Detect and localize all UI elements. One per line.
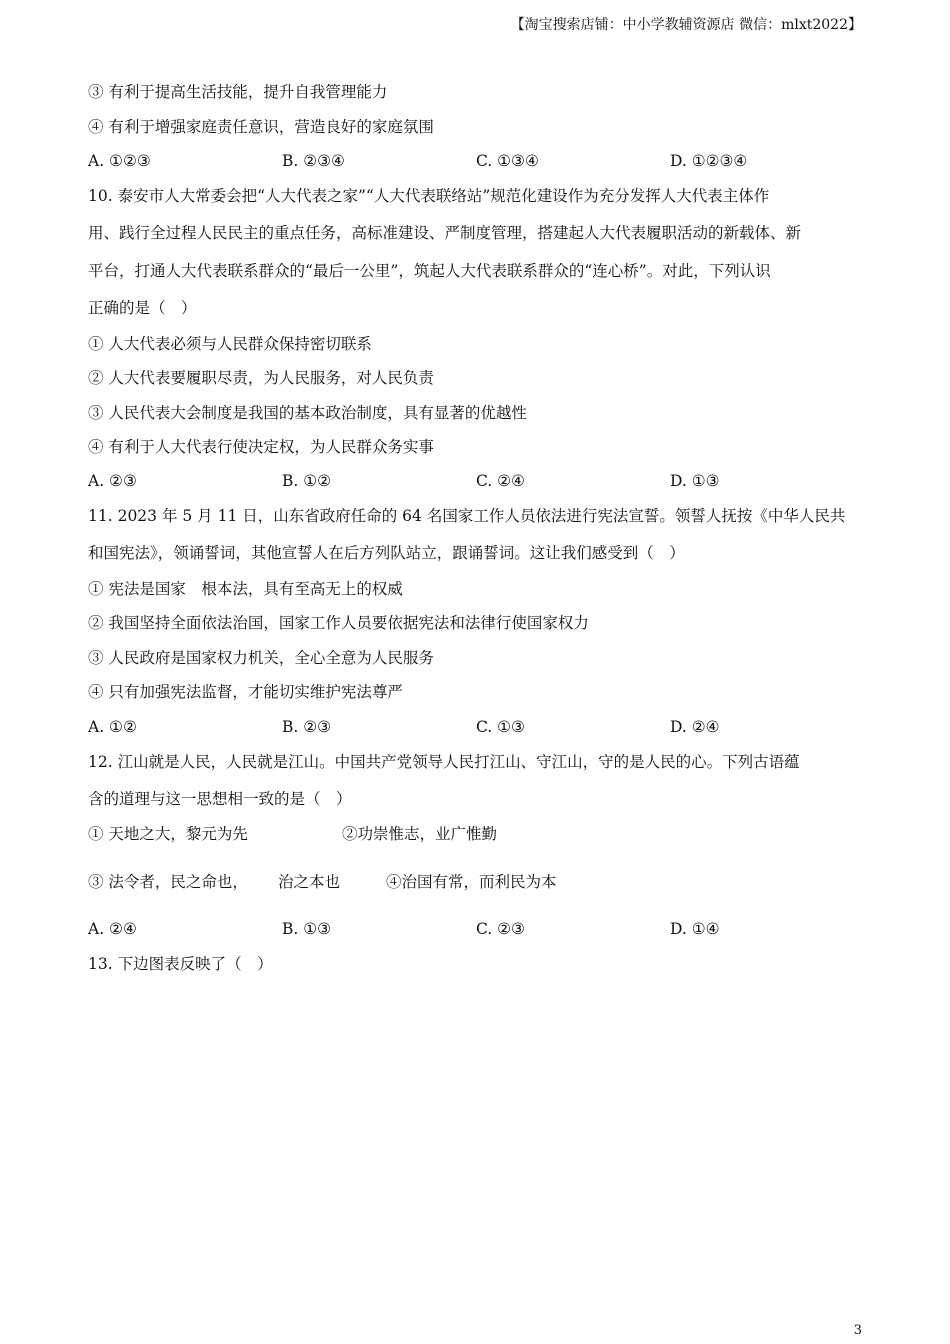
q12-option-c: C. ②③	[476, 920, 525, 938]
q9-option-c: C. ①③④	[476, 152, 539, 170]
q12-stem-line-2: 含的道理与这一思想相一致的是（ ）	[88, 790, 352, 808]
q11-item-4: ④ 只有加强宪法监督，才能切实维护宪法尊严	[88, 683, 403, 701]
q10-stem-line-3: 平台，打通人大代表联系群众的“最后一公里”，筑起人大代表联系群众的“连心桥”。对此，下列认识	[88, 262, 771, 280]
q12-item-1: ① 天地之大，黎元为先	[88, 825, 248, 843]
page-number: 3	[853, 1323, 862, 1338]
q10-item-4: ④ 有利于人大代表行使决定权，为人民群众务实事	[88, 438, 434, 456]
q12-item-4: ④治国有常，而利民为本	[386, 873, 557, 891]
q9-option-b: B. ②③④	[282, 152, 345, 170]
q11-item-1: ① 宪法是国家 根本法，具有至高无上的权威	[88, 580, 403, 598]
q11-item-3: ③ 人民政府是国家权力机关，全心全意为人民服务	[88, 649, 434, 667]
page-header: 【淘宝搜索店铺：中小学教辅资源店 微信：mlxt2022】	[510, 17, 862, 33]
q12-item-3-part-1: ③ 法令者，民之命也，	[88, 873, 248, 891]
q12-stem-line-1: 12. 江山就是人民，人民就是江山。中国共产党领导人民打江山、守江山，守的是人民的心。下列古语蕴	[88, 753, 800, 771]
q9-item-4: ④ 有利于增强家庭责任意识，营造良好的家庭氛围	[88, 118, 434, 136]
q13-stem: 13. 下边图表反映了（ ）	[88, 955, 273, 973]
q11-option-b: B. ②③	[282, 718, 332, 736]
q11-item-2: ② 我国坚持全面依法治国，国家工作人员要依据宪法和法律行使国家权力	[88, 614, 589, 632]
q10-stem-line-2: 用、践行全过程人民民主的重点任务，高标准建设、严制度管理，搭建起人大代表履职活动的新载体、新	[88, 224, 802, 242]
q9-option-a: A. ①②③	[88, 152, 151, 170]
q12-item-2: ②功崇惟志，业广惟勤	[342, 825, 498, 843]
q10-stem-line-1: 10. 泰安市人大常委会把“人大代表之家”“人大代表联络站”规范化建设作为充分发挥人大代表主体作	[88, 187, 770, 205]
q10-item-3: ③ 人民代表大会制度是我国的基本政治制度，具有显著的优越性	[88, 404, 527, 422]
q10-stem-line-4: 正确的是（ ）	[88, 299, 197, 317]
q10-item-1: ① 人大代表必须与人民群众保持密切联系	[88, 335, 372, 353]
q11-option-a: A. ①②	[88, 718, 137, 736]
q11-option-d: D. ②④	[670, 718, 720, 736]
q11-stem-line-1: 11. 2023 年 5 月 11 日，山东省政府任命的 64 名国家工作人员依法进行宪法宣誓。领誓人抚按《中华人民共	[88, 507, 846, 525]
q12-option-d: D. ①④	[670, 920, 720, 938]
q10-option-c: C. ②④	[476, 472, 525, 490]
q10-item-2: ② 人大代表要履职尽责，为人民服务，对人民负责	[88, 369, 434, 387]
q12-option-a: A. ②④	[88, 920, 137, 938]
q9-item-3: ③ 有利于提高生活技能，提升自我管理能力	[88, 83, 388, 101]
q10-option-b: B. ①②	[282, 472, 332, 490]
q9-option-d: D. ①②③④	[670, 152, 748, 170]
q10-option-d: D. ①③	[670, 472, 720, 490]
q11-stem-line-2: 和国宪法》，领诵誓词，其他宣誓人在后方列队站立，跟诵誓词。这让我们感受到（ ）	[88, 544, 685, 562]
q11-option-c: C. ①③	[476, 718, 525, 736]
q12-item-3-part-2: 治之本也	[278, 873, 341, 891]
q10-option-a: A. ②③	[88, 472, 137, 490]
q12-option-b: B. ①③	[282, 920, 332, 938]
